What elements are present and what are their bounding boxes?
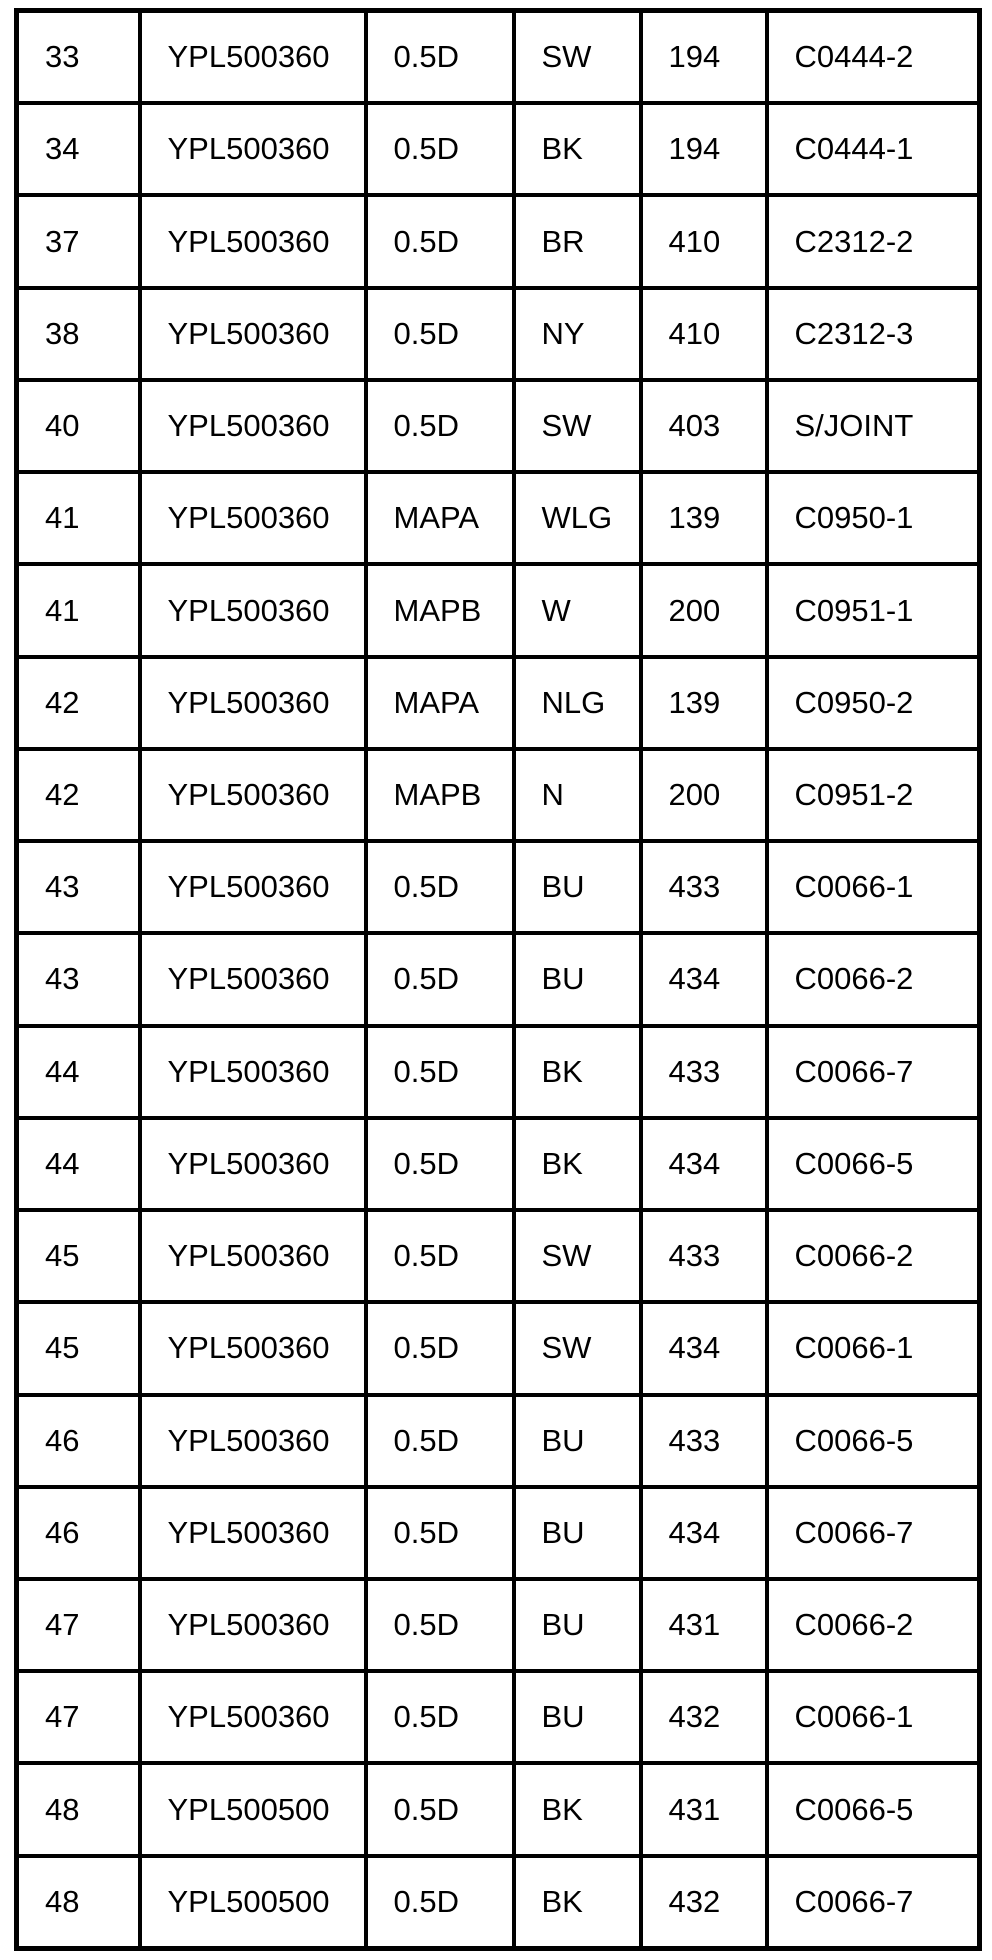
table-cell: BK [514,1026,641,1118]
table-cell: 46 [17,1487,140,1579]
table-cell: 0.5D [366,1395,514,1487]
table-cell: YPL500360 [140,749,366,841]
table-row [17,1395,980,1487]
table-cell: 0.5D [366,1210,514,1302]
table-cell: BR [514,195,641,287]
table-cell: C0066-5 [767,1763,980,1855]
table-cell: 0.5D [366,288,514,380]
table-row [17,1487,980,1579]
table-cell: BU [514,933,641,1025]
table-cell: 434 [641,1487,767,1579]
table-cell: C0066-7 [767,1856,980,1949]
table-cell: C2312-3 [767,288,980,380]
table-row [17,657,980,749]
table-cell: YPL500360 [140,1210,366,1302]
table-cell: 45 [17,1210,140,1302]
table-cell: BK [514,1763,641,1855]
table-cell: C0066-7 [767,1026,980,1118]
table-cell: C0950-1 [767,472,980,564]
table-cell: 46 [17,1395,140,1487]
table-cell: SW [514,1210,641,1302]
table-cell: MAPA [366,472,514,564]
table-cell: 433 [641,1210,767,1302]
table-cell: 433 [641,1395,767,1487]
table-cell: SW [514,380,641,472]
table-cell: W [514,564,641,656]
table-cell: 48 [17,1856,140,1949]
table-cell: YPL500500 [140,1763,366,1855]
table-cell: 48 [17,1763,140,1855]
table-cell: N [514,749,641,841]
table-cell: 38 [17,288,140,380]
table-cell: 47 [17,1671,140,1763]
table-cell: 41 [17,564,140,656]
table-cell: YPL500360 [140,1026,366,1118]
table-row [17,1210,980,1302]
table-cell: 43 [17,841,140,933]
table-cell: YPL500360 [140,841,366,933]
table-cell: BU [514,841,641,933]
table-cell: 0.5D [366,380,514,472]
table-cell: 431 [641,1763,767,1855]
table-cell: YPL500360 [140,288,366,380]
table-row [17,841,980,933]
table-cell: 0.5D [366,841,514,933]
table-cell: YPL500360 [140,1302,366,1394]
table-cell: WLG [514,472,641,564]
table-row [17,1763,980,1855]
table-cell: C0444-1 [767,103,980,195]
table-cell: 0.5D [366,1118,514,1210]
table-cell: 44 [17,1026,140,1118]
table-row [17,1118,980,1210]
table-row [17,11,980,104]
table-cell: 43 [17,933,140,1025]
table-row [17,749,980,841]
table-body [17,11,980,1949]
table-row [17,288,980,380]
table-cell: BK [514,103,641,195]
table-row [17,1302,980,1394]
table-cell: 410 [641,288,767,380]
table-cell: 139 [641,472,767,564]
table-cell: 41 [17,472,140,564]
table-cell: SW [514,1302,641,1394]
table-cell: BU [514,1395,641,1487]
table-cell: MAPB [366,749,514,841]
table-cell: YPL500500 [140,1856,366,1949]
table-cell: BK [514,1118,641,1210]
wiring-table [14,8,982,1951]
table-cell: 40 [17,380,140,472]
table-cell: 0.5D [366,1302,514,1394]
table-cell: 194 [641,11,767,104]
table-cell: SW [514,11,641,104]
table-cell: YPL500360 [140,1579,366,1671]
table-cell: 0.5D [366,1487,514,1579]
table-row [17,1856,980,1949]
table-cell: C0950-2 [767,657,980,749]
table-row [17,380,980,472]
table-cell: 0.5D [366,1579,514,1671]
table-cell: YPL500360 [140,11,366,104]
table-cell: YPL500360 [140,1118,366,1210]
table-cell: C0066-2 [767,933,980,1025]
table-cell: 434 [641,1302,767,1394]
table-cell: C2312-2 [767,195,980,287]
table-cell: 0.5D [366,195,514,287]
table-cell: 42 [17,749,140,841]
table-cell: C0066-1 [767,1671,980,1763]
table-cell: 431 [641,1579,767,1671]
table-cell: 0.5D [366,933,514,1025]
table-row [17,103,980,195]
table-cell: 432 [641,1856,767,1949]
table-cell: 434 [641,933,767,1025]
table-cell: YPL500360 [140,1671,366,1763]
table-row [17,195,980,287]
table-cell: C0066-2 [767,1579,980,1671]
table-cell: YPL500360 [140,195,366,287]
table-cell: 34 [17,103,140,195]
table-cell: C0066-1 [767,1302,980,1394]
table-cell: 403 [641,380,767,472]
table-cell: 0.5D [366,1856,514,1949]
table-row [17,472,980,564]
table-cell: C0066-5 [767,1118,980,1210]
table-cell: 44 [17,1118,140,1210]
table-cell: 0.5D [366,11,514,104]
table-cell: 200 [641,564,767,656]
table-cell: YPL500360 [140,933,366,1025]
table-cell: YPL500360 [140,103,366,195]
table-cell: 0.5D [366,1763,514,1855]
table-cell: 433 [641,1026,767,1118]
table-cell: 42 [17,657,140,749]
table-cell: C0066-7 [767,1487,980,1579]
table-cell: MAPB [366,564,514,656]
table-row [17,1671,980,1763]
table-cell: C0444-2 [767,11,980,104]
table-cell: C0066-1 [767,841,980,933]
table-row [17,1026,980,1118]
table-cell: NY [514,288,641,380]
table-cell: 47 [17,1579,140,1671]
table-cell: 0.5D [366,1671,514,1763]
table-cell: C0066-5 [767,1395,980,1487]
table-cell: 200 [641,749,767,841]
table-cell: 0.5D [366,1026,514,1118]
table-cell: YPL500360 [140,1395,366,1487]
table-cell: 45 [17,1302,140,1394]
table-cell: 433 [641,841,767,933]
table-cell: NLG [514,657,641,749]
table-cell: BK [514,1856,641,1949]
table-cell: 434 [641,1118,767,1210]
table-cell: C0951-1 [767,564,980,656]
table-cell: C0951-2 [767,749,980,841]
table-cell: MAPA [366,657,514,749]
table-cell: YPL500360 [140,657,366,749]
table-cell: 33 [17,11,140,104]
table-cell: 194 [641,103,767,195]
table-cell: C0066-2 [767,1210,980,1302]
table-cell: YPL500360 [140,472,366,564]
table-cell: 0.5D [366,103,514,195]
table-cell: 432 [641,1671,767,1763]
table-cell: BU [514,1579,641,1671]
table-cell: S/JOINT [767,380,980,472]
table-cell: YPL500360 [140,380,366,472]
table-cell: 139 [641,657,767,749]
table-row [17,933,980,1025]
table-row [17,1579,980,1671]
table-cell: 37 [17,195,140,287]
table-row [17,564,980,656]
table-cell: YPL500360 [140,1487,366,1579]
table-cell: BU [514,1671,641,1763]
table-cell: YPL500360 [140,564,366,656]
table-cell: BU [514,1487,641,1579]
table-cell: 410 [641,195,767,287]
